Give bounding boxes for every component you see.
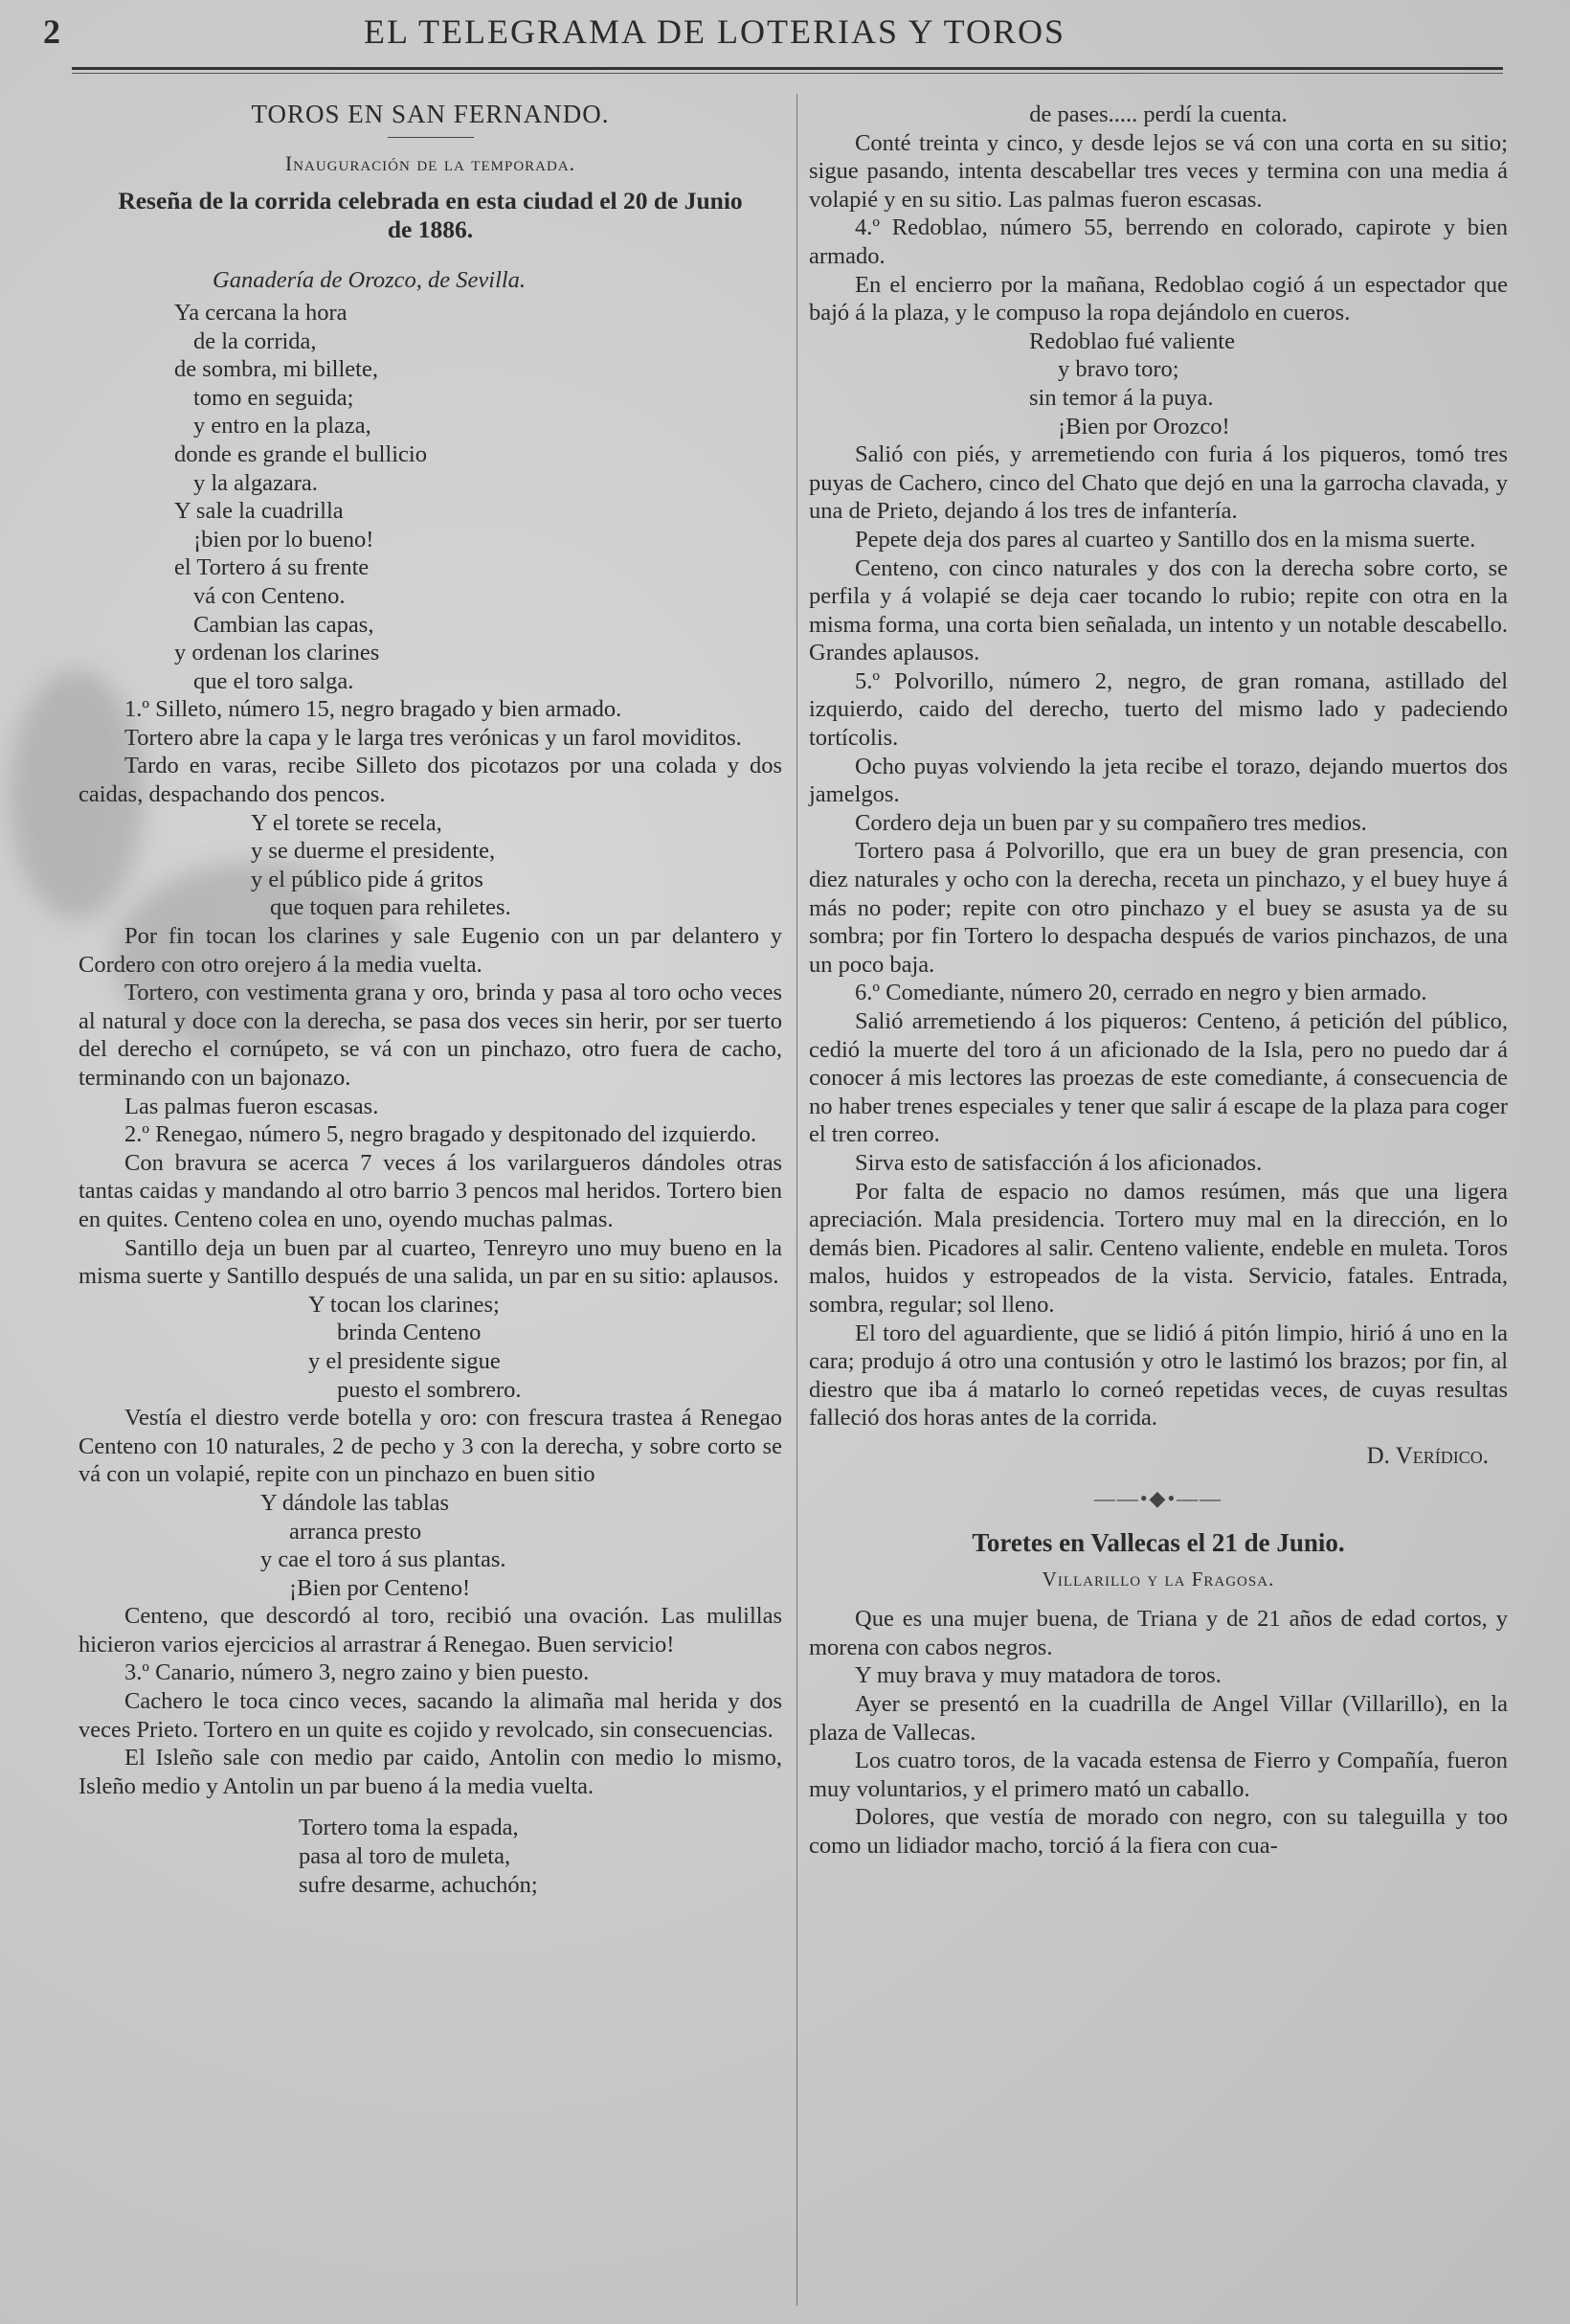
signature: D. Verídico. xyxy=(1366,1442,1489,1469)
verse-line: y bravo toro; xyxy=(1058,356,1179,383)
paragraph: 5.º Polvorillo, número 2, negro, de gran romana, astillado del izquierdo, caido del derecho, tuerto del mismo lado y padeciendo tortícolis. xyxy=(809,667,1508,752)
paragraph: Ayer se presentó en la cuadrilla de Angel Villar (Villarillo), en la plaza de Vallecas. xyxy=(809,1691,1508,1746)
verse-line: donde es grande el bullicio xyxy=(174,440,427,467)
verse-line: y el público pide á gritos xyxy=(251,866,483,892)
verse-line: y ordenan los clarines xyxy=(174,640,380,666)
section-flourish: ——•◆•—— xyxy=(1093,1485,1223,1510)
paragraph: Y muy brava y muy matadora de toros. xyxy=(855,1662,1222,1689)
paragraph: Con bravura se acerca 7 veces á los varilargueros dándoles otras tantas caidas y mandando al otro barrio 3 pencos mal heridos. Tortero bien en quites. Centeno colea en uno, oyendo muchas palmas. xyxy=(78,1149,782,1232)
paragraph: Que es una mujer buena, de Triana y de 21 años de edad cortos, y morena con cabos negros. xyxy=(809,1606,1508,1660)
verse-line: Redoblao fué valiente xyxy=(1029,327,1235,354)
column-divider xyxy=(796,94,797,2306)
paragraph: 2.º Renegao, número 5, negro bragado y despitonado del izquierdo. xyxy=(124,1121,757,1148)
section-subtitle: Villarillo y la Fragosa. xyxy=(1042,1567,1275,1591)
verse-block-4 xyxy=(260,1489,782,1602)
verse-block-2 xyxy=(251,809,782,922)
page-number: 2 xyxy=(43,12,60,51)
verse-line: ¡Bien por Orozco! xyxy=(1058,413,1230,440)
verse-line: Y el torete se recela, xyxy=(251,809,442,836)
verse-line: vá con Centeno. xyxy=(193,582,346,609)
title-rule xyxy=(388,137,474,138)
verse-line: Y dándole las tablas xyxy=(260,1489,450,1516)
paragraph: 1.º Silleto, número 15, negro bragado y bien armado. xyxy=(124,696,622,723)
paragraph: Centeno, que descordó al toro, recibió una ovación. Las mulillas hicieron varios ejercicios al arrastrar á Renegao. Buen servicio! xyxy=(78,1603,782,1658)
masthead-title: EL TELEGRAMA DE LOTERIAS Y TOROS xyxy=(364,12,1066,51)
paragraph: En el encierro por la mañana, Redoblao cogió á un espectador que bajó á la plaza, y le compuso la ropa dejándolo en cueros. xyxy=(809,271,1508,327)
paragraph: Por falta de espacio no damos resúmen, más que una ligera apreciación. Mala presidencia. Tortero muy mal en la dirección, en lo demás bien. Picadores al salir. Centeno valiente, endeble en muleta. Toros malos, huidos y estropeados de la vista. Servicio, fatales. Entrada, sombra, regular; sol lleno. xyxy=(809,1178,1508,1318)
section-title: Toretes en Vallecas el 21 de Junio. xyxy=(972,1528,1345,1558)
verse-line: sufre desarme, achuchón; xyxy=(299,1871,538,1898)
header-rule xyxy=(72,67,1503,70)
paragraph: Salió arremetiendo á los piqueros: Centeno, á petición del público, cedió la muerte del toro á un aficionado de la Isla, pero no puedo dar á conocer á mis lectores las proezas de este comediante, á consecuencia de no haber trenes especiales y tener que salir á escape de la plaza para coger el tren correo. xyxy=(809,1008,1508,1148)
verse-line: Tortero toma la espada, xyxy=(299,1815,519,1841)
paragraph: Pepete deja dos pares al cuarteo y Santillo dos en la misma suerte. xyxy=(855,526,1476,553)
verse-line: Y tocan los clarines; xyxy=(308,1291,500,1318)
verse-line: que el toro salga. xyxy=(193,667,354,694)
paragraph: Ocho puyas volviendo la jeta recibe el torazo, dejando muertos dos jamelgos. xyxy=(809,753,1508,808)
verse-block-1 xyxy=(174,299,782,695)
paragraph: Tardo en varas, recibe Silleto dos picotazos por una colada y dos caidas, despachando dos pencos. xyxy=(78,753,782,808)
verse-line: tomo en seguida; xyxy=(193,384,354,411)
verse-line: ¡bien por lo bueno! xyxy=(193,526,374,553)
paragraph: Vestía el diestro verde botella y oro: con frescura trastea á Renegao Centeno con 10 naturales, 2 de pecho y 3 con la derecha, y sobre corto se vá con un volapié, repite con un pinchazo en buen sitio xyxy=(78,1405,782,1488)
paragraph: Tortero abre la capa y le larga tres verónicas y un farol moviditos. xyxy=(124,724,742,751)
article-resena: Reseña de la corrida celebrada en esta ciudad el 20 de Junio de 1886. xyxy=(118,187,743,243)
paragraph: 3.º Canario, número 3, negro zaino y bien puesto. xyxy=(124,1659,590,1686)
paragraph: de pases..... perdí la cuenta. xyxy=(1029,102,1288,127)
paragraph: Salió con piés, y arremetiendo con furia á los piqueros, tomó tres puyas de Cachero, cinco del Chato que dejó en una la garrocha clavada, y una de Prieto, dejando á los tres de infantería. xyxy=(809,441,1508,525)
paragraph: Cachero le toca cinco veces, sacando la alimaña mal herida y dos veces Prieto. Tortero en un quite es cojido y revolcado, sin consecuencias. xyxy=(78,1688,782,1743)
paragraph: 6.º Comediante, número 20, cerrado en negro y bien armado. xyxy=(855,980,1427,1006)
paragraph: Tortero, con vestimenta grana y oro, brinda y pasa al toro ocho veces al natural y doce con la derecha, se pasa dos veces sin herir, por ser tuerto del derecho el cornúpeto, se vá con un pinchazo, otro fuera de cacho, terminando con un bajonazo. xyxy=(78,980,782,1091)
verse-block-5 xyxy=(299,1814,782,1899)
paragraph: Conté treinta y cinco, y desde lejos se vá con una corta en su sitio; sigue pasando, intenta descabellar tres veces y termina con una media á volapié y en su sitio. Las palmas fueron escasas. xyxy=(809,129,1508,213)
verse-line: y la algazara. xyxy=(193,469,318,496)
header-rule-thin xyxy=(72,73,1503,74)
verse-line: y cae el toro á sus plantas. xyxy=(260,1546,506,1573)
verse-line: y se duerme el presidente, xyxy=(251,838,496,865)
paragraph: Dolores, que vestía de morado con negro, con su taleguilla y too como un lidiador macho, torció á la fiera con cua- xyxy=(809,1804,1508,1860)
paragraph: Sirva esto de satisfacción á los aficionados. xyxy=(855,1149,1263,1176)
verse-line: y el presidente sigue xyxy=(308,1347,501,1374)
verse-line: puesto el sombrero. xyxy=(337,1376,522,1403)
paragraph: Tortero pasa á Polvorillo, que era un buey de gran presencia, con diez naturales y ocho con la derecha, receta un pinchazo, y el buey huye á más no poder; repite con otro pinchazo y el buey se asusta ya de su sombra; por fin Tortero lo despacha después de varios pinchazos, de una un poco baja. xyxy=(809,838,1508,978)
verse-block-3 xyxy=(308,1291,782,1404)
verse-line: pasa al toro de muleta, xyxy=(299,1843,511,1870)
ganaderia-heading: Ganadería de Orozco, de Sevilla. xyxy=(213,267,527,294)
article-subtitle: Inauguración de la temporada. xyxy=(284,150,576,175)
verse-line: arranca presto xyxy=(289,1518,422,1545)
paragraph: El Isleño sale con medio par caido, Antolin con medio lo mismo, Isleño medio y Antolin un par bueno á la media vuelta. xyxy=(78,1745,782,1799)
article-title: TOROS EN SAN FERNANDO. xyxy=(251,100,610,128)
paragraph: Cordero deja un buen par y su compañero tres medios. xyxy=(855,809,1367,836)
verse-line: Cambian las capas, xyxy=(193,611,374,638)
paragraph: Santillo deja un buen par al cuarteo, Tenreyro uno muy bueno en la misma suerte y Santillo después de una salida, un par en su sitio: aplausos. xyxy=(78,1234,782,1290)
paragraph: Las palmas fueron escasas. xyxy=(124,1093,379,1119)
verse-line: de sombra, mi billete, xyxy=(174,356,378,383)
paragraph: Los cuatro toros, de la vacada estensa de Fierro y Compañía, fueron muy voluntarios, y el primero mató un caballo. xyxy=(809,1748,1508,1802)
right-column xyxy=(809,101,1508,1861)
verse-line: de la corrida, xyxy=(193,327,317,354)
verse-line: sin temor á la puya. xyxy=(1029,384,1214,411)
paragraph: Centeno, con cinco naturales y dos con la derecha sobre corto, se perfila y á volapié se deja caer tocando lo rubio; repite con otra en la misma forma, una corta bien señalada, un intento y un notable descabello. Grandes aplausos. xyxy=(809,554,1508,666)
verse-line: ¡Bien por Centeno! xyxy=(289,1574,471,1601)
verse-line: y entro en la plaza, xyxy=(193,413,371,440)
verse-line: que toquen para rehiletes. xyxy=(270,894,511,921)
verse-block-r1 xyxy=(1029,327,1508,440)
paragraph: El toro del aguardiente, que se lidió á pitón limpio, hirió á uno en la cara; produjo á otro una contusión y otro le lastimó los brazos; por fin, al diestro que iba á matarlo lo corneó repetidas veces, de cuyas resultas falleció dos horas antes de la corrida. xyxy=(809,1320,1508,1432)
verse-line: Y sale la cuadrilla xyxy=(174,498,344,525)
left-column xyxy=(78,101,782,1899)
verse-line: Ya cercana la hora xyxy=(174,299,348,326)
verse-line: el Tortero á su frente xyxy=(174,554,370,581)
paragraph: Por fin tocan los clarines y sale Eugenio con un par delantero y Cordero con otro orejero á la media vuelta. xyxy=(78,923,782,978)
paragraph: 4.º Redoblao, número 55, berrendo en colorado, capirote y bien armado. xyxy=(809,214,1508,269)
verse-line: brinda Centeno xyxy=(337,1320,482,1346)
